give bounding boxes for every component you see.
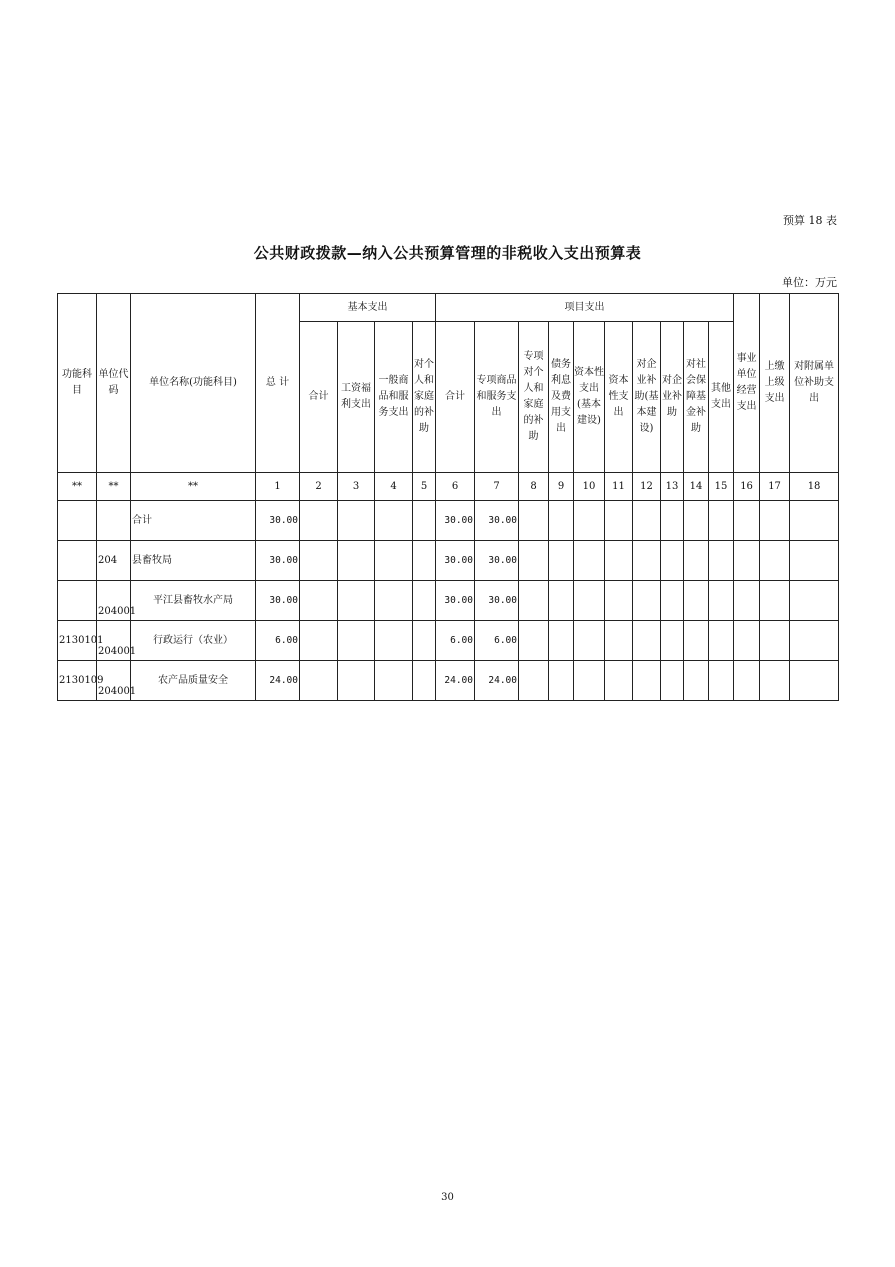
index-cell: 16 — [734, 473, 760, 501]
index-cell: 18 — [790, 473, 839, 501]
header-basic-personal: 对个人和家庭的补助 — [413, 322, 436, 473]
page-number: 30 — [441, 1192, 454, 1203]
form-number: 预算 18 表 — [783, 214, 837, 227]
index-cell: 1 — [256, 473, 300, 501]
index-cell: 9 — [549, 473, 574, 501]
unit-code-cell: 204001 — [97, 581, 131, 621]
total-cell: 6.00 — [256, 621, 300, 661]
unit-code-cell: 204 — [97, 541, 131, 581]
unit-name-cell: 合计 — [131, 501, 256, 541]
header-proj-enterprise-build: 对企业补助(基本建设) — [633, 322, 661, 473]
unit-name-cell: 农产品质量安全 — [131, 661, 256, 701]
proj-total-cell: 24.00 — [436, 661, 475, 701]
total-cell: 30.00 — [256, 581, 300, 621]
index-cell: 12 — [633, 473, 661, 501]
proj-goods-cell: 24.00 — [475, 661, 519, 701]
func-code-cell: 2130109 — [58, 661, 97, 701]
unit-code-cell: 204001 — [97, 661, 131, 701]
header-affiliated: 对附属单位补助支出 — [790, 294, 839, 473]
unit-name-cell: 平江县畜牧水产局 — [131, 581, 256, 621]
proj-total-cell: 30.00 — [436, 541, 475, 581]
proj-goods-cell: 6.00 — [475, 621, 519, 661]
func-code-cell — [58, 541, 97, 581]
index-cell: 2 — [300, 473, 338, 501]
proj-total-cell: 30.00 — [436, 581, 475, 621]
header-project-group: 项目支出 — [436, 294, 734, 322]
index-cell: 11 — [605, 473, 633, 501]
table-row — [58, 581, 839, 621]
index-cell: ** — [131, 473, 256, 501]
header-basic-wage: 工资福利支出 — [338, 322, 375, 473]
header-unit-code: 单位代码 — [97, 294, 131, 473]
header-proj-capital: 资本性支出 — [605, 322, 633, 473]
total-cell: 24.00 — [256, 661, 300, 701]
unit-code-cell — [97, 501, 131, 541]
header-unit-name: 单位名称(功能科目) — [131, 294, 256, 473]
index-cell: 15 — [709, 473, 734, 501]
header-proj-total: 合计 — [436, 322, 475, 473]
page-title: 公共财政拨款—纳入公共预算管理的非税收入支出预算表 — [253, 244, 642, 262]
func-code-cell — [58, 581, 97, 621]
header-total: 总 计 — [256, 294, 300, 473]
index-cell: ** — [97, 473, 131, 501]
header-func-code: 功能科目 — [58, 294, 97, 473]
index-cell: 10 — [574, 473, 605, 501]
proj-goods-cell: 30.00 — [475, 541, 519, 581]
table-row — [58, 621, 839, 661]
index-cell: 8 — [519, 473, 549, 501]
header-upper: 上缴上级支出 — [760, 294, 790, 473]
header-proj-goods: 专项商品和服务支出 — [475, 322, 519, 473]
header-business: 事业单位经营支出 — [734, 294, 760, 473]
table-row — [58, 661, 839, 701]
proj-goods-cell: 30.00 — [475, 501, 519, 541]
unit-label: 单位：万元 — [782, 276, 837, 289]
index-cell: ** — [58, 473, 97, 501]
header-proj-enterprise: 对企业补助 — [661, 322, 684, 473]
proj-goods-cell: 30.00 — [475, 581, 519, 621]
table-row — [58, 541, 839, 581]
func-code-cell: 2130101 — [58, 621, 97, 661]
unit-code-cell: 204001 — [97, 621, 131, 661]
index-cell: 6 — [436, 473, 475, 501]
total-cell: 30.00 — [256, 541, 300, 581]
header-basic-group: 基本支出 — [300, 294, 436, 322]
budget-table — [57, 293, 839, 701]
index-cell: 14 — [684, 473, 709, 501]
index-cell: 13 — [661, 473, 684, 501]
index-cell: 7 — [475, 473, 519, 501]
proj-total-cell: 6.00 — [436, 621, 475, 661]
header-proj-personal: 专项对个人和家庭的补助 — [519, 322, 549, 473]
index-row — [58, 473, 839, 501]
header-proj-social: 对社会保障基金补助 — [684, 322, 709, 473]
index-cell: 17 — [760, 473, 790, 501]
header-basic-total: 合计 — [300, 322, 338, 473]
index-cell: 5 — [413, 473, 436, 501]
header-basic-goods: 一般商品和服务支出 — [375, 322, 413, 473]
unit-name-cell: 行政运行（农业） — [131, 621, 256, 661]
func-code-cell — [58, 501, 97, 541]
total-cell: 30.00 — [256, 501, 300, 541]
table-row — [58, 501, 839, 541]
index-cell: 3 — [338, 473, 375, 501]
proj-total-cell: 30.00 — [436, 501, 475, 541]
header-proj-capital-build: 资本性支出(基本建设) — [574, 322, 605, 473]
unit-name-cell: 县畜牧局 — [131, 541, 256, 581]
header-proj-other: 其他支出 — [709, 322, 734, 473]
index-cell: 4 — [375, 473, 413, 501]
header-proj-debt: 债务利息及费用支出 — [549, 322, 574, 473]
